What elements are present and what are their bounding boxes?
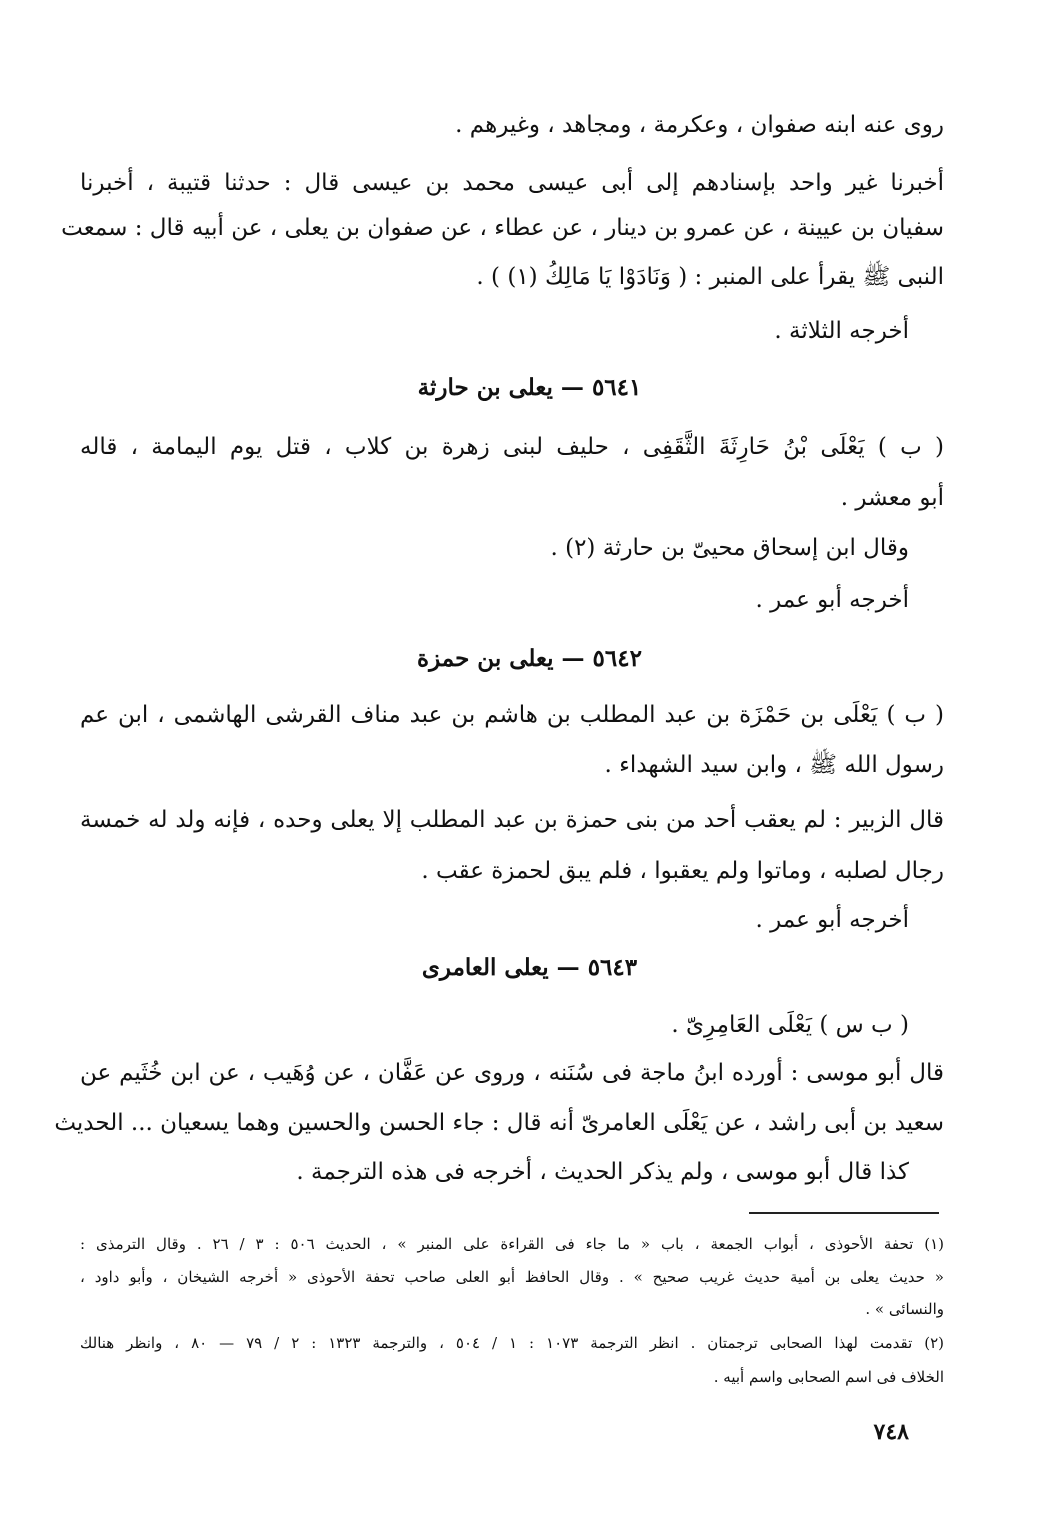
entry-5642-line-2: رسول الله ﷺ ، وابن سيد الشهداء .: [604, 752, 944, 778]
entry-heading-5641: ٥٦٤١ — يعلى بن حارثة: [417, 374, 642, 401]
page-number: ٧٤٨: [873, 1419, 909, 1445]
entry-5643-line-1: ( ب س ) يَعْلَى العَامِرِىّ .: [671, 1012, 909, 1038]
entry-5641-line-1: ( ب ) يَعْلَى بْنُ حَارِثَةَ الثَّقَفِى ، حليف لبنى زهرة بن كلاب ، قتل يوم اليمامة ، قاله: [80, 434, 944, 460]
footnote-2-line-1: (٢) تقدمت لهذا الصحابى ترجمتان . انظر الترجمة ١٠٧٣ : ١ / ٥٠٤ ، والترجمة ١٣٢٣ : ٢ / ٧٩ — ٨٠ ، وانظر هنالك: [80, 1334, 944, 1352]
isnad-line-1: أخبرنا غير واحد بإسنادهم إلى أبى عيسى محمد بن عيسى قال : حدثنا قتيبة ، أخبرنا: [80, 170, 944, 196]
entry-5643-line-3: سعيد بن أبى راشد ، عن يَعْلَى العامرىّ أنه قال : جاء الحسن والحسين وهما يسعيان ... الحديث: [54, 1110, 944, 1136]
entry-5643-line-4: كذا قال أبو موسى ، ولم يذكر الحديث ، أخرجه فى هذه الترجمة .: [296, 1159, 909, 1185]
entry-5642-line-5: أخرجه أبو عمر .: [755, 907, 909, 933]
takhrij-line: أخرجه الثلاثة .: [774, 318, 909, 344]
footnote-1-line-1: (١) تحفة الأحوذى ، أبواب الجمعة ، باب « ما جاء فى القراءة على المنبر » ، الحديث ٥٠٦ : ٣ / ٢٦ . وقال الترمذى :: [80, 1235, 945, 1253]
isnad-line-3: النبى ﷺ يقرأ على المنبر : ( وَنَادَوْا يَا مَالِكُ (١) ) .: [476, 264, 944, 290]
entry-5642-line-4: رجال لصلبه ، وماتوا ولم يعقبوا ، فلم يبق لحمزة عقب .: [421, 858, 944, 884]
entry-5642-line-3: قال الزبير : لم يعقب أحد من بنى حمزة بن عبد المطلب إلا يعلى وحده ، فإنه ولد له خمسة: [80, 807, 944, 833]
footnote-2-line-2: الخلاف فى اسم الصحابى واسم أبيه .: [713, 1368, 944, 1386]
footnote-divider: [749, 1212, 939, 1214]
entry-5642-line-1: ( ب ) يَعْلَى بن حَمْزَة بن عبد المطلب بن هاشم بن عبد مناف القرشى الهاشمى ، ابن عم: [80, 702, 944, 728]
footnote-1-line-2: « حديث يعلى بن أمية حديث غريب صحيح » . وقال الحافظ أبو العلى صاحب تحفة الأحوذى « أخرجه الشيخان ، وأبو داود ،: [80, 1268, 944, 1286]
footnote-1-line-3: والنسائى » .: [865, 1300, 944, 1318]
entry-heading-5643: ٥٦٤٣ — يعلى العامرى: [421, 954, 638, 981]
entry-heading-5642: ٥٦٤٢ — يعلى بن حمزة: [417, 645, 642, 672]
narrators-line: روى عنه ابنه صفوان ، وعكرمة ، ومجاهد ، وغيرهم .: [455, 112, 944, 138]
isnad-line-2: سفيان بن عيينة ، عن عمرو بن دينار ، عن عطاء ، عن صفوان بن يعلى ، عن أبيه قال : سمعت: [61, 215, 944, 241]
entry-5643-line-2: قال أبو موسى : أورده ابنُ ماجة فى سُنَنه ، وروى عن عَفَّان ، عن وُهَيب ، عن ابن خُثَيم عن: [80, 1060, 944, 1086]
entry-5641-line-3: وقال ابن إسحاق محيىّ بن حارثة (٢) .: [550, 535, 909, 561]
entry-5641-line-2: أبو معشر .: [840, 485, 944, 511]
entry-5641-line-4: أخرجه أبو عمر .: [755, 587, 909, 613]
